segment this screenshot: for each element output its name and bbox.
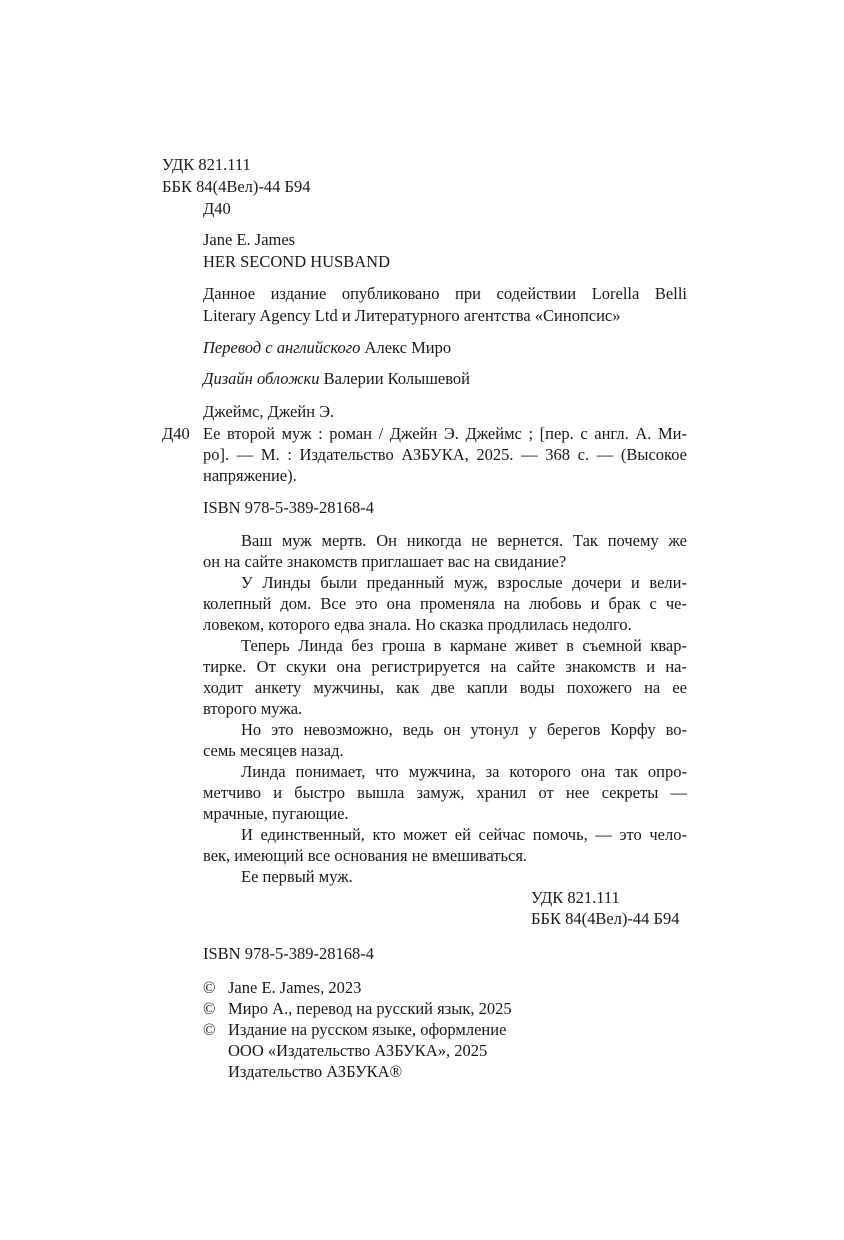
- cover-design-label: Дизайн обложки: [203, 369, 320, 388]
- rights-note-line: Literary Agency Ltd и Литературного агентства «Синопсис»: [203, 306, 621, 325]
- bbk-code: ББК 84(4Вел)-44 Б94: [162, 177, 311, 196]
- copyright-line: Издательство АЗБУКА®: [228, 1062, 403, 1081]
- annotation-line: И единственный, кто может ей сейчас помочь, — это чело-: [241, 825, 687, 844]
- udk-code: УДК 821.111: [162, 155, 251, 174]
- copyright-line: ООО «Издательство АЗБУКА», 2025: [228, 1041, 488, 1060]
- rights-note-line: Данное издание опубликовано при содействии Lorella Belli: [203, 284, 687, 303]
- annotation-line: семь месяцев назад.: [203, 741, 344, 760]
- footer-bbk-code: ББК 84(4Вел)-44 Б94: [531, 909, 680, 928]
- annotation-line: Теперь Линда без гроша в кармане живет в съемной квар-: [241, 636, 687, 655]
- cover-design-credit: [203, 368, 470, 389]
- catalog-code: Д40: [162, 424, 190, 443]
- annotation-line: тирке. От скуки она регистрируется на сайте знакомств и на-: [203, 657, 687, 676]
- isbn-bottom: ISBN 978-5-389-28168-4: [203, 944, 374, 963]
- catalog-heading: Джеймс, Джейн Э.: [203, 402, 335, 421]
- isbn-top: ISBN 978-5-389-28168-4: [203, 498, 374, 517]
- translation-label: Перевод с английского: [203, 338, 361, 357]
- catalog-line: ро]. — М. : Издательство АЗБУКА, 2025. — 368 с. — (Высокое: [203, 445, 687, 464]
- annotation-line: ходит анкету мужчины, как две капли воды похожего на ее: [203, 678, 687, 697]
- catalog-line: Ее второй муж : роман / Джейн Э. Джеймс ; [пер. с англ. А. Ми-: [203, 424, 687, 443]
- catalog-line: напряжение).: [203, 466, 297, 485]
- annotation-line: колепный дом. Все это она променяла на любовь и брак с че-: [203, 594, 687, 613]
- copyright-symbol: ©: [203, 999, 216, 1018]
- author-code: Д40: [203, 199, 231, 218]
- translator-name: Алекс Миро: [364, 338, 452, 357]
- annotation-line: У Линды были преданный муж, взрослые дочери и вели-: [241, 573, 687, 592]
- annotation-line: век, имеющий все основания не вмешиваться.: [203, 846, 528, 865]
- original-author: Jane E. James: [203, 230, 296, 249]
- annotation-line: Ваш муж мертв. Он никогда не вернется. Так почему же: [241, 531, 687, 550]
- annotation-line: Но это невозможно, ведь он утонул у берегов Корфу во-: [241, 720, 687, 739]
- annotation-line: мрачные, пугающие.: [203, 804, 349, 823]
- translation-credit: [203, 337, 451, 358]
- copyright-line: Jane E. James, 2023: [228, 978, 362, 997]
- copyright-symbol: ©: [203, 1020, 216, 1039]
- original-title: HER SECOND HUSBAND: [203, 252, 391, 271]
- cover-designer-name: Валерии Колышевой: [323, 369, 470, 388]
- footer-udk-code: УДК 821.111: [531, 888, 620, 907]
- annotation-line: он на сайте знакомств приглашает вас на свидание?: [203, 552, 567, 571]
- annotation-line: второго мужа.: [203, 699, 303, 718]
- copyright-symbol: ©: [203, 978, 216, 997]
- annotation-line: Ее первый муж.: [241, 867, 353, 886]
- annotation-line: метчиво и быстро вышла замуж, хранил от нее секреты —: [203, 783, 687, 802]
- copyright-line: Издание на русском языке, оформление: [228, 1020, 507, 1039]
- annotation-line: Линда понимает, что мужчина, за которого она так опро-: [241, 762, 687, 781]
- copyright-line: Миро А., перевод на русский язык, 2025: [228, 999, 512, 1018]
- annotation-line: ловеком, которого едва знала. Но сказка продлилась недолго.: [203, 615, 632, 634]
